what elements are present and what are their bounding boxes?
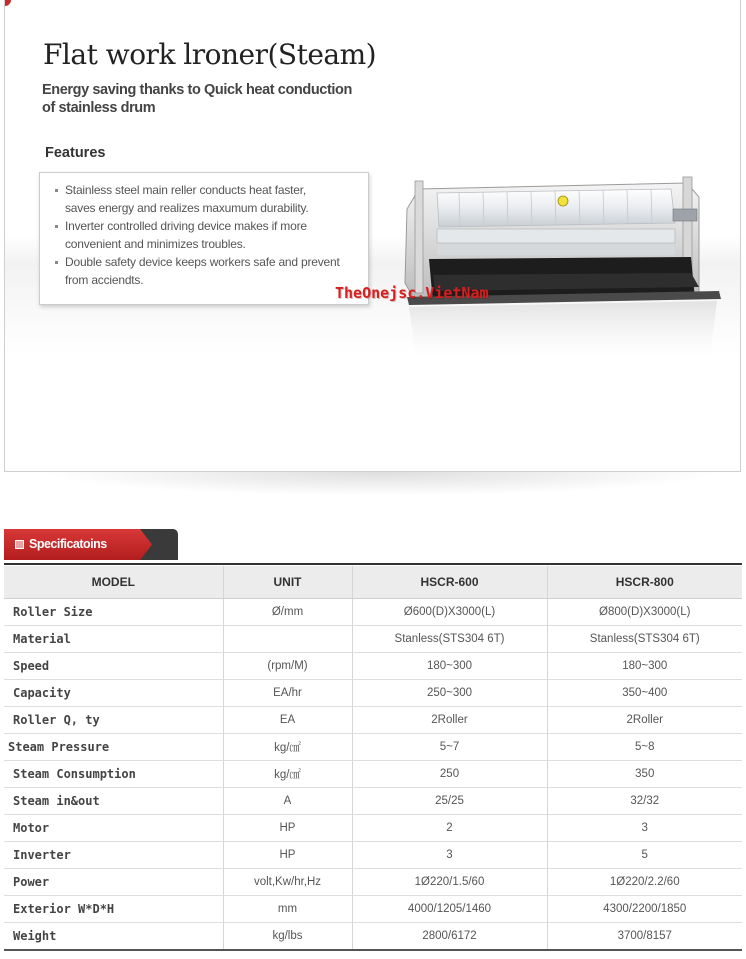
- row-value-600: 250~300: [352, 680, 547, 707]
- row-label: Power: [4, 869, 223, 896]
- table-row: [4, 923, 742, 951]
- section-divider: [4, 563, 742, 565]
- product-hero: [4, 0, 741, 472]
- feature-line: convenient and minimizes troubles.: [65, 237, 246, 251]
- features-heading: Features: [45, 145, 106, 161]
- feature-item: [54, 181, 360, 217]
- row-value-800: 4300/2200/1850: [547, 896, 742, 923]
- row-unit: mm: [223, 896, 352, 923]
- row-value-600: Ø600(D)X3000(L): [352, 599, 547, 626]
- row-value-600: 2800/6172: [352, 923, 547, 951]
- table-row: [4, 842, 742, 869]
- header-model: MODEL: [4, 566, 223, 599]
- table-row: [4, 761, 742, 788]
- row-value-600: 3: [352, 842, 547, 869]
- row-value-800: 5~8: [547, 734, 742, 761]
- flatwork-ironer-image: [399, 175, 721, 365]
- watermark-text: TheOnejsc.VietNam: [335, 284, 489, 302]
- feature-line: Double safety device keeps workers safe and prevent: [65, 255, 340, 269]
- row-unit: (rpm/M): [223, 653, 352, 680]
- row-label: Capacity: [4, 680, 223, 707]
- row-unit: HP: [223, 842, 352, 869]
- row-unit: kg/㎠: [223, 761, 352, 788]
- feature-item: [54, 217, 360, 253]
- row-value-800: 2Roller: [547, 707, 742, 734]
- row-unit: [223, 626, 352, 653]
- row-value-800: Stanless(STS304 6T): [547, 626, 742, 653]
- row-value-600: Stanless(STS304 6T): [352, 626, 547, 653]
- features-box: [39, 172, 369, 305]
- feature-line: saves energy and realizes maxumum durability.: [65, 201, 309, 215]
- subtitle-line: Energy saving thanks to Quick heat conduction: [42, 82, 352, 98]
- table-row: [4, 707, 742, 734]
- row-value-800: 3700/8157: [547, 923, 742, 951]
- row-label: Exterior W*D*H: [4, 896, 223, 923]
- row-value-800: Ø800(D)X3000(L): [547, 599, 742, 626]
- product-title: Flat work lroner(Steam): [43, 38, 377, 71]
- row-value-600: 180~300: [352, 653, 547, 680]
- table-row: [4, 896, 742, 923]
- table-row: [4, 653, 742, 680]
- table-row: [4, 599, 742, 626]
- row-label: Steam Consumption: [4, 761, 223, 788]
- row-label: Weight: [4, 923, 223, 951]
- row-value-600: 25/25: [352, 788, 547, 815]
- feature-line: Stainless steel main reller conducts heat faster,: [65, 183, 306, 197]
- row-unit: Ø/mm: [223, 599, 352, 626]
- subtitle-line: of stainless drum: [42, 100, 156, 116]
- table-row: [4, 626, 742, 653]
- row-value-600: 250: [352, 761, 547, 788]
- corner-mark: [5, 0, 11, 6]
- row-value-800: 32/32: [547, 788, 742, 815]
- row-unit: kg/lbs: [223, 923, 352, 951]
- header-hscr-600: HSCR-600: [352, 566, 547, 599]
- row-value-600: 1Ø220/1.5/60: [352, 869, 547, 896]
- features-list: [54, 181, 360, 289]
- header-unit: UNIT: [223, 566, 352, 599]
- row-value-600: 2Roller: [352, 707, 547, 734]
- row-label: Steam in&out: [4, 788, 223, 815]
- row-value-600: 2: [352, 815, 547, 842]
- row-label: Inverter: [4, 842, 223, 869]
- table-header-row: [4, 566, 742, 599]
- row-label: Roller Q, ty: [4, 707, 223, 734]
- row-unit: EA: [223, 707, 352, 734]
- feature-item: [54, 253, 360, 289]
- row-value-800: 3: [547, 815, 742, 842]
- row-unit: kg/㎠: [223, 734, 352, 761]
- table-row: [4, 680, 742, 707]
- row-value-800: 180~300: [547, 653, 742, 680]
- feature-line: from acciendts.: [65, 273, 144, 287]
- row-value-800: 1Ø220/2.2/60: [547, 869, 742, 896]
- row-value-800: 5: [547, 842, 742, 869]
- square-icon: [15, 540, 24, 549]
- row-value-800: 350~400: [547, 680, 742, 707]
- table-row: [4, 869, 742, 896]
- product-subtitle: [42, 81, 372, 117]
- specifications-tab: [4, 529, 178, 560]
- table-row: [4, 815, 742, 842]
- row-unit: HP: [223, 815, 352, 842]
- row-unit: EA/hr: [223, 680, 352, 707]
- row-label: Steam Pressure: [4, 734, 223, 761]
- table-row: [4, 788, 742, 815]
- header-hscr-800: HSCR-800: [547, 566, 742, 599]
- hero-shadow: [40, 472, 720, 496]
- specifications-tab-label: Specificatoins: [29, 537, 107, 551]
- table-row: [4, 734, 742, 761]
- row-label: Speed: [4, 653, 223, 680]
- row-value-800: 350: [547, 761, 742, 788]
- row-label: Motor: [4, 815, 223, 842]
- row-unit: volt,Kw/hr,Hz: [223, 869, 352, 896]
- row-label: Roller Size: [4, 599, 223, 626]
- specifications-table: [4, 566, 742, 951]
- row-label: Material: [4, 626, 223, 653]
- feature-line: Inverter controlled driving device makes if more: [65, 219, 307, 233]
- row-unit: A: [223, 788, 352, 815]
- row-value-600: 4000/1205/1460: [352, 896, 547, 923]
- row-value-600: 5~7: [352, 734, 547, 761]
